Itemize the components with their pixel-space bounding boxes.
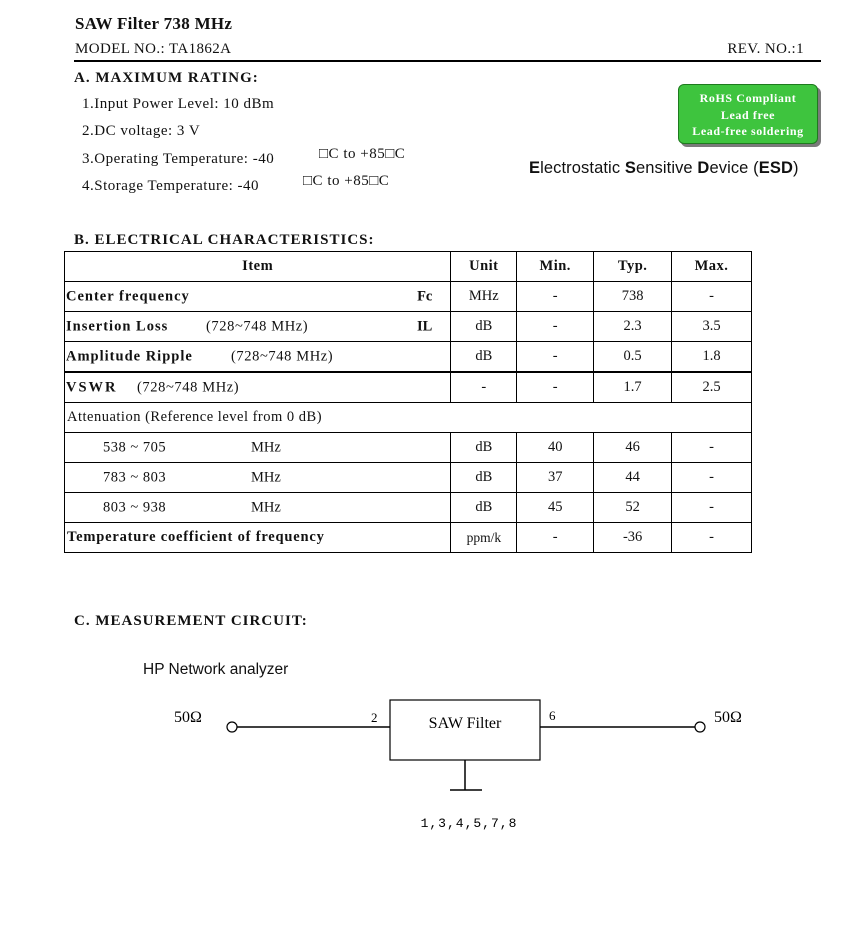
cell-min: 40	[517, 433, 594, 463]
table-row	[65, 433, 752, 463]
model-number: MODEL NO.: TA1862A	[75, 41, 232, 57]
table-row	[65, 312, 752, 342]
cell-unit: -	[451, 372, 517, 403]
cell-max: -	[672, 463, 752, 493]
cell-unit: dB	[451, 493, 517, 523]
col-header-min: Min.	[517, 252, 594, 282]
row-name: Insertion Loss	[66, 318, 169, 334]
cell-typ: 2.3	[594, 312, 672, 342]
cell-unit: MHz	[451, 282, 517, 312]
document-title: SAW Filter 738 MHz	[75, 14, 233, 33]
col-header-item: Item	[65, 252, 451, 282]
measurement-circuit-heading: C. MEASUREMENT CIRCUIT:	[74, 613, 308, 629]
input-port	[227, 722, 237, 732]
cell-min: -	[517, 312, 594, 342]
output-port	[695, 722, 705, 732]
attenuation-label-row	[65, 403, 752, 433]
attenuation-range: 803 ~ 938	[103, 499, 167, 515]
cell-typ: 52	[594, 493, 672, 523]
cell-max: -	[672, 493, 752, 523]
cell-min: 45	[517, 493, 594, 523]
cell-max: -	[672, 523, 752, 553]
row-symbol: IL	[417, 318, 433, 334]
table-row	[65, 493, 752, 523]
rating-item-operating-temp: 3.Operating Temperature: -40	[82, 151, 275, 167]
network-analyzer-label: HP Network analyzer	[143, 661, 289, 678]
cell-min: -	[517, 523, 594, 553]
col-header-unit: Unit	[451, 252, 517, 282]
cell-min: -	[517, 282, 594, 312]
ground-pins-label: 1,3,4,5,7,8	[420, 816, 518, 831]
row-name: Amplitude Ripple	[66, 348, 193, 364]
cell-unit: dB	[451, 433, 517, 463]
revision-number: REV. NO.:1	[727, 41, 804, 57]
cell-min: 37	[517, 463, 594, 493]
attenuation-range: 783 ~ 803	[103, 469, 167, 485]
cell-typ: 44	[594, 463, 672, 493]
col-header-typ: Typ.	[594, 252, 672, 282]
col-header-max: Max.	[672, 252, 752, 282]
tempco-name: Temperature coefficient of frequency	[65, 523, 451, 553]
attenuation-range: 538 ~ 705	[103, 439, 167, 455]
cell-typ: 0.5	[594, 342, 672, 373]
max-rating-heading: A. MAXIMUM RATING:	[74, 70, 259, 86]
rohs-line-3: Lead-free soldering	[692, 124, 804, 138]
table-row	[65, 463, 752, 493]
attenuation-label: Attenuation (Reference level from 0 dB)	[65, 403, 752, 433]
header-divider	[74, 60, 821, 62]
table-row	[65, 372, 752, 403]
cell-typ: 1.7	[594, 372, 672, 403]
table-row	[65, 282, 752, 312]
rohs-line-2: Lead free	[720, 107, 776, 122]
table-row	[65, 523, 752, 553]
cell-unit: dB	[451, 463, 517, 493]
row-symbol: Fc	[417, 288, 433, 304]
rating-item-dc-voltage: 2.DC voltage: 3 V	[82, 123, 201, 139]
cell-max: 1.8	[672, 342, 752, 373]
left-impedance-label: 50Ω	[174, 709, 202, 726]
output-pin-label: 6	[549, 708, 556, 723]
electrical-characteristics-table	[64, 251, 752, 553]
cell-unit: ppm/k	[451, 523, 517, 553]
rohs-line-1: RoHS Compliant	[699, 91, 797, 105]
right-impedance-label: 50Ω	[714, 709, 742, 726]
cell-typ: 46	[594, 433, 672, 463]
row-range: (728~748 MHz)	[206, 318, 309, 334]
row-name: VSWR	[66, 379, 118, 395]
cell-unit: dB	[451, 342, 517, 373]
attenuation-range-unit: MHz	[251, 469, 281, 485]
rohs-compliant-badge	[678, 84, 818, 144]
row-range: (728~748 MHz)	[137, 379, 240, 395]
attenuation-range-unit: MHz	[251, 499, 281, 515]
electrical-heading: B. ELECTRICAL CHARACTERISTICS:	[74, 232, 375, 248]
cell-min: -	[517, 372, 594, 403]
input-pin-label: 2	[371, 710, 378, 725]
saw-filter-label: SAW Filter	[428, 715, 502, 732]
rating-item-operating-temp-range: □C to +85□C	[319, 146, 406, 162]
rating-item-storage-temp-range: □C to +85□C	[303, 173, 390, 189]
rating-item-storage-temp: 4.Storage Temperature: -40	[82, 178, 260, 194]
cell-max: 3.5	[672, 312, 752, 342]
cell-max: 2.5	[672, 372, 752, 403]
table-header-row	[65, 252, 752, 282]
cell-unit: dB	[451, 312, 517, 342]
attenuation-range-unit: MHz	[251, 439, 281, 455]
table-row	[65, 342, 752, 373]
esd-notice: Electrostatic Sensitive Device (ESD)	[529, 159, 799, 177]
row-range: (728~748 MHz)	[231, 348, 334, 364]
cell-max: -	[672, 282, 752, 312]
measurement-circuit-diagram	[0, 690, 846, 840]
rating-item-input-power: 1.Input Power Level: 10 dBm	[82, 96, 275, 112]
cell-typ: 738	[594, 282, 672, 312]
cell-max: -	[672, 433, 752, 463]
cell-typ: -36	[594, 523, 672, 553]
row-name: Center frequency	[66, 288, 190, 304]
cell-min: -	[517, 342, 594, 373]
